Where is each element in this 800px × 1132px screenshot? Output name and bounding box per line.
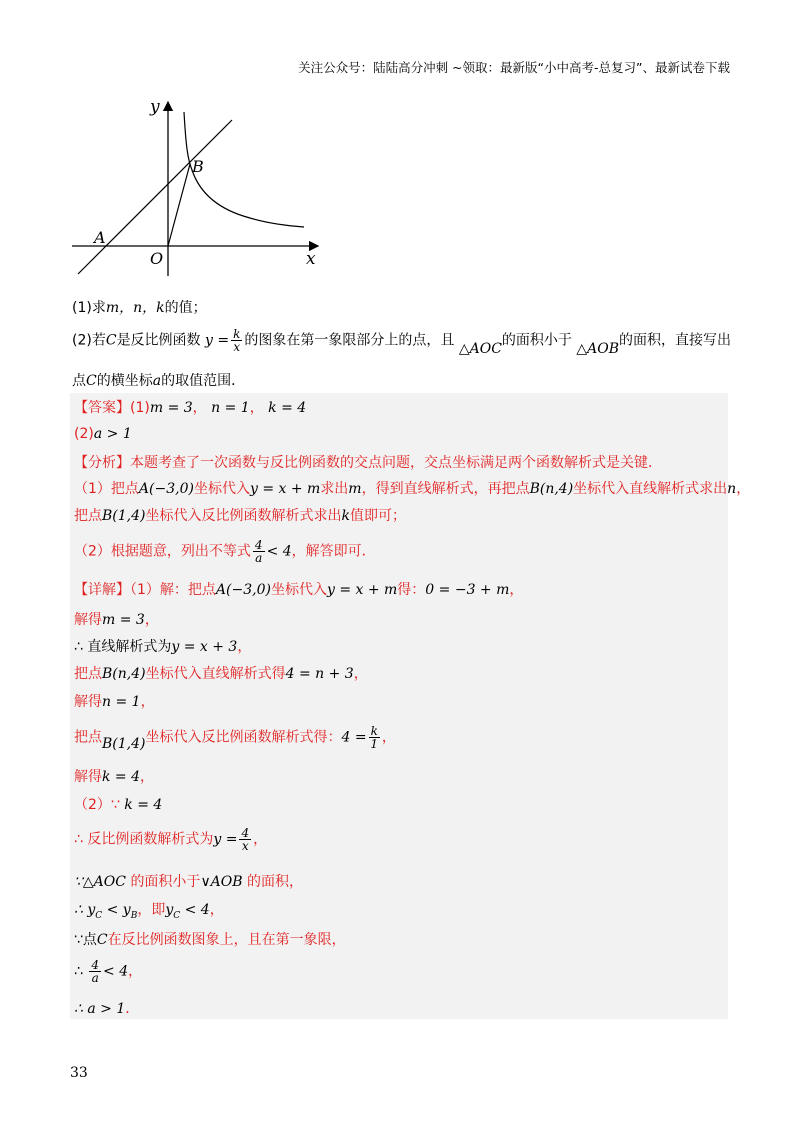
detail-line-4: 把点B(n,4)坐标代入直线解析式得4 = n + 3， xyxy=(74,666,368,682)
analysis-step-1: （1）把点A(−3,0)坐标代入y = x + m求出m，得到直线解析式，再把点B(n,4)坐标代入直线解析式求出n， xyxy=(74,481,751,497)
detail-line-1: 【详解】（1）解：把点A(−3,0)坐标代入y = x + m得：0 = −3 + m， xyxy=(74,582,524,598)
detail-line-13: ∴ $\frac{4}{a}$ < 4， xyxy=(74,958,143,985)
detail-line-5: 解得n = 1， xyxy=(74,694,155,710)
question-1: (1)求m，n，k的值； xyxy=(72,300,207,316)
question-2-line1: (2)若C是反比例函数 y = $\frac{k}{x}$ 的图象在第一象限部分上的点，且 △AOC的面积小于 △AOB的面积，直接写出 xyxy=(72,327,732,357)
y-axis-label: y xyxy=(150,98,160,117)
point-a-label: A xyxy=(94,228,106,247)
x-axis-label: x xyxy=(306,249,316,269)
detail-line-14: ∴ a > 1． xyxy=(74,1001,140,1017)
answer-line-2: (2)a > 1 xyxy=(74,426,132,442)
analysis-step-2: （2）根据题意，列出不等式 $\frac{4}{a}$ < 4，解答即可． xyxy=(74,538,376,565)
point-b-label: B xyxy=(192,157,204,176)
detail-line-2: 解得m = 3， xyxy=(74,612,159,628)
detail-line-10: ∵△AOC 的面积小于∨AOB 的面积， xyxy=(74,874,304,890)
detail-line-12: ∵点C在反比例函数图象上，且在第一象限， xyxy=(74,932,346,948)
detail-line-11: ∴ $y_C < y_B$，即$y_C < 4$， xyxy=(74,902,224,921)
analysis-line: 【分析】本题考查了一次函数与反比例函数的交点问题，交点坐标满足两个函数解析式是关键． xyxy=(74,455,662,471)
answer-line-1: 【答案】(1)m = 3， n = 1， k = 4 xyxy=(74,400,307,416)
function-graph xyxy=(70,98,330,283)
answer-section xyxy=(70,393,751,1019)
page-number: 33 xyxy=(70,1065,88,1081)
segment-ob xyxy=(168,164,190,246)
detail-line-9: ∴ 反比例函数解析式为y = $\frac{4}{x}$ ， xyxy=(74,826,268,853)
page-header: 关注公众号：陆陆高分冲刺 ~领取：最新版“小中高考-总复习”、最新试卷下载 xyxy=(298,60,730,75)
detail-line-6: 把点B(1,4)坐标代入反比例函数解析式得：4 = $\frac{k}{1}$ ， xyxy=(74,724,396,752)
analysis-step-1b: 把点B(1,4)坐标代入反比例函数解析式求出k值即可； xyxy=(74,508,406,524)
origin-label: O xyxy=(150,249,164,268)
question-2-line2: 点C的横坐标a的取值范围． xyxy=(72,373,246,389)
detail-line-3: ∴ 直线解析式为y = x + 3， xyxy=(74,639,252,655)
detail-line-8: （2）∵ k = 4 xyxy=(74,797,163,813)
fraction-k-over-x: $\frac{k}{x}$ xyxy=(233,327,241,354)
detail-line-7: 解得k = 4， xyxy=(74,769,155,785)
